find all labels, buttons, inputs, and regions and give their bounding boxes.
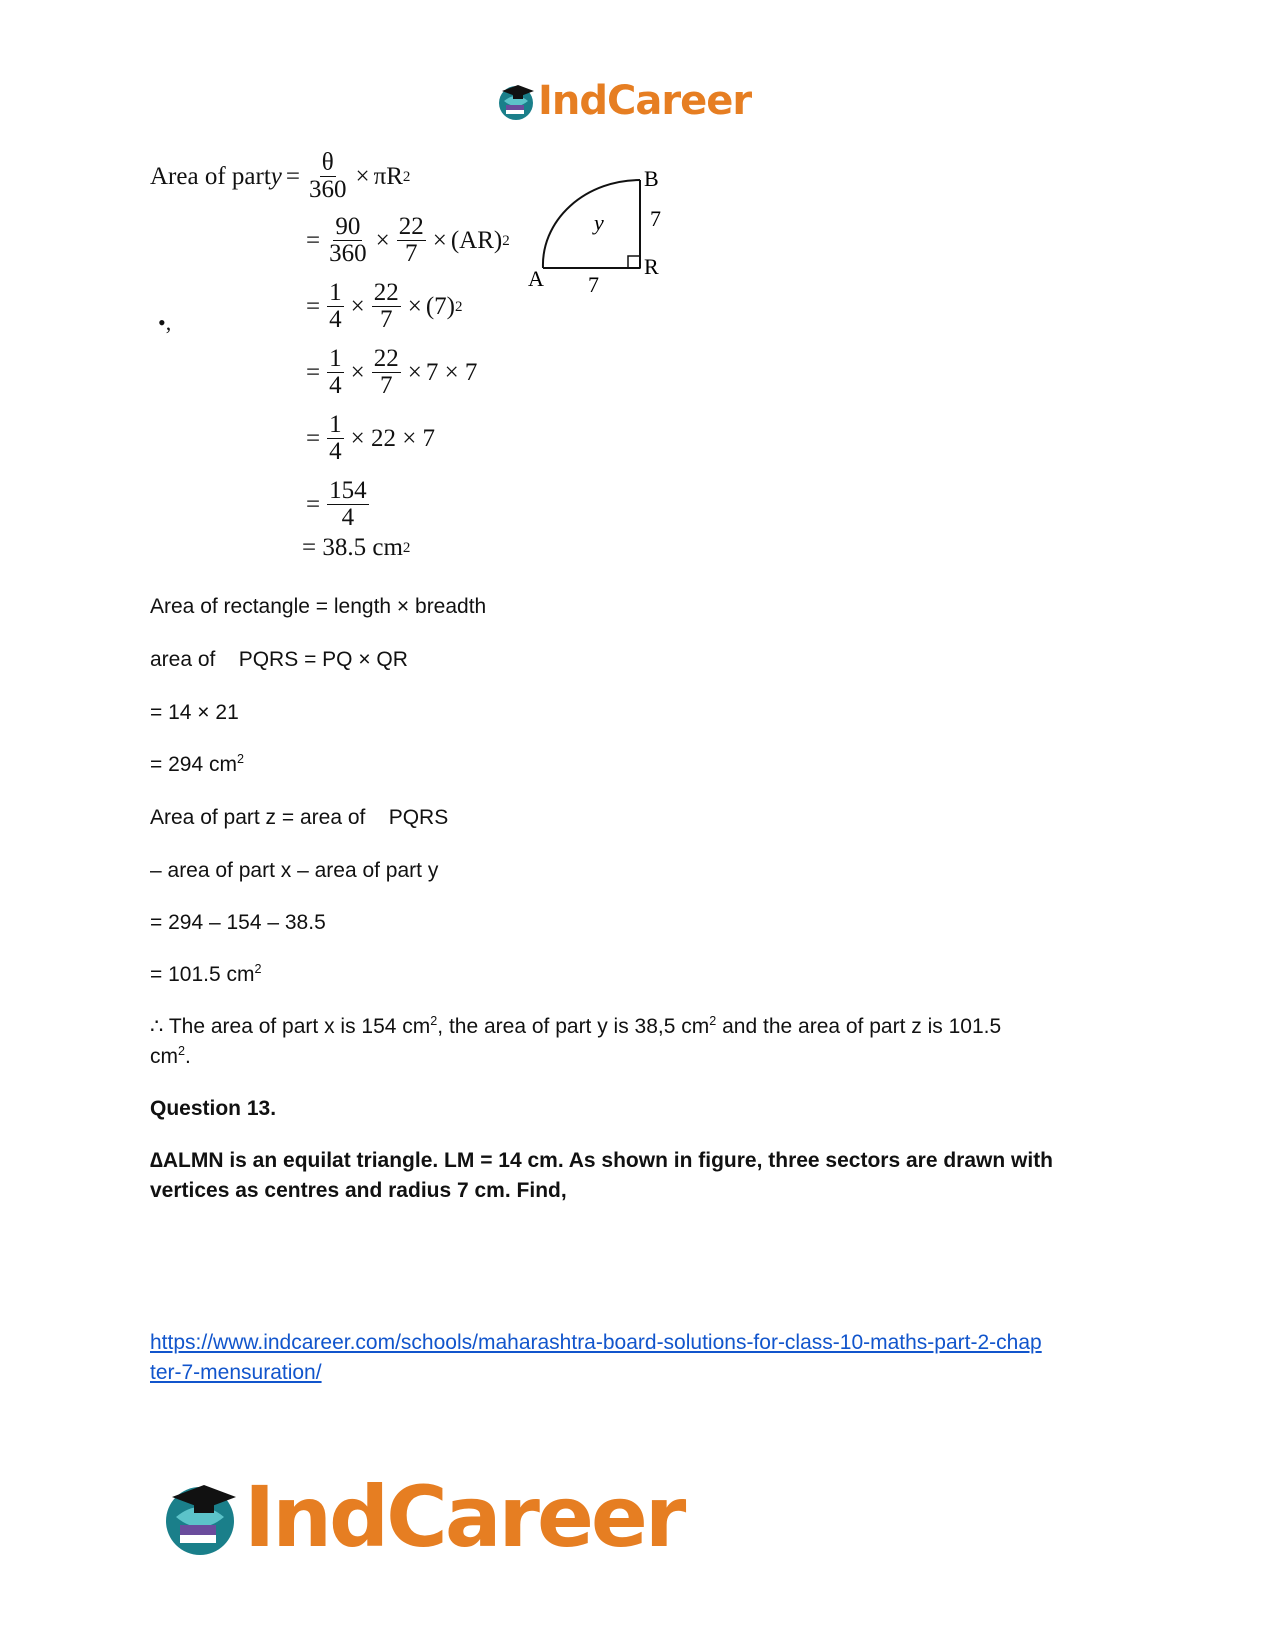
frac-154-4: $\frac{154}{4}$ [329,477,367,532]
quarter-circle-diagram [528,166,680,308]
body-line-8 [150,960,262,990]
frac-22-7: $\frac{22}{7}$ [398,213,424,268]
label-side-ar: 7 [588,272,599,297]
exp: 2 [254,962,262,976]
body-line-7: = 294 – 154 – 38.5 [150,911,326,934]
work-eq: = [306,226,321,254]
area-z-value: = 101.5 cm [150,963,255,986]
footer-url-link[interactable] [150,1331,1042,1384]
work-line-2: = $\frac{90}{360}$ × $\frac{22}{7}$ × (AR) 2 [306,213,510,268]
times-sign: × [355,162,370,190]
work-line-1: Area of part y = $\frac{\theta}{360}$ × πR 2 [150,149,411,204]
work-line-3: = $\frac{1}{4}$ × $\frac{22}{7}$ × (7) 2 [306,279,463,334]
times-sign: × [350,358,365,386]
graduation-globe-icon [160,1477,240,1557]
work-eq: = [306,292,321,320]
times-sign: × [407,292,422,320]
times-sign: × [350,292,365,320]
work-eq: = [306,358,321,386]
footer-logo [160,1468,683,1566]
header-logo [496,78,751,124]
work-result: = 38.5 cm [302,534,403,561]
work-line-6 [302,478,372,532]
label-y: y [594,210,604,235]
work-eq: = [306,424,321,452]
times-sign: × [432,226,447,254]
work-line-5 [302,412,439,466]
twentytwo-times-seven: × 22 × 7 [350,424,436,452]
work-var: y [270,162,282,190]
url-line-1: https://www.indcareer.com/schools/maharashtra-board-solutions-for-class-10-maths-part-2-chap [150,1331,1042,1354]
stray-mark: •, [158,310,172,335]
label-b: B [644,166,659,191]
body-line-2: area of PQRS = PQ × QR [150,648,408,671]
frac-90-360: $\frac{90}{360}$ [329,213,367,268]
conclusion [150,1012,1100,1072]
ar-term: (AR) [450,226,503,254]
work-eq: = [285,162,300,190]
body-line-5: Area of part z = area of PQRS [150,806,449,829]
body-line-1: Area of rectangle = length × breadth [150,595,487,618]
frac-22-7: $\frac{22}{7}$ [373,279,399,334]
conclusion-part: and the area of part z is 101.5 [716,1015,1002,1038]
frac-1-4: $\frac{1}{4}$ [329,345,342,400]
area-pqrs-value: = 294 cm [150,753,237,776]
label-r: R [644,254,659,279]
conclusion-part: , the area of part y is 38,5 cm [437,1015,710,1038]
label-a: A [528,266,544,291]
footer-link-block [150,1328,1150,1388]
pi-r: πR [373,162,403,190]
quarter-arc [543,180,640,268]
times-sign: × [407,358,422,386]
frac-1-4: $\frac{1}{4}$ [329,279,342,334]
conclusion-part: cm [150,1045,178,1068]
work-line-4 [302,346,477,400]
body-line-3: = 14 × 21 [150,701,239,724]
frac-theta: $\frac{\theta}{360}$ [308,149,347,204]
question-text: ∆ALMN is an equilat triangle. LM = 14 cm. As shown in figure, three sectors are drawn with vertices as centres and radius 7 cm. Find, [150,1149,1054,1202]
exp: 2 [709,1014,717,1028]
seven-squared: (7) [425,292,455,320]
logo-wordmark: IndCareer [244,1468,684,1566]
frac-22-7: $\frac{22}{7}$ [373,345,399,400]
seven-times-seven: 7 × 7 [425,358,478,386]
graduation-globe-icon [496,81,536,121]
label-side-br: 7 [650,206,661,231]
work-line-7: = 38.5 cm 2 [302,534,411,561]
question-heading: Question 13. [150,1097,277,1120]
logo-wordmark: IndCareer [538,78,752,124]
body-line-6: – area of part x – area of part y [150,859,439,882]
work-label: Area of part [150,162,271,190]
work-eq: = [306,490,321,518]
conclusion-part: ∴ The area of part x is 154 cm [150,1015,431,1038]
frac-1-4: $\frac{1}{4}$ [329,411,342,466]
url-line-2: ter-7-mensuration/ [150,1361,322,1384]
solution-working [150,150,530,570]
conclusion-part: . [185,1045,191,1068]
times-sign: × [375,226,390,254]
exp: 2 [430,1014,438,1028]
body-line-4 [150,750,244,780]
exp: 2 [178,1044,186,1058]
exp: 2 [236,752,244,766]
right-angle-mark [628,256,640,268]
